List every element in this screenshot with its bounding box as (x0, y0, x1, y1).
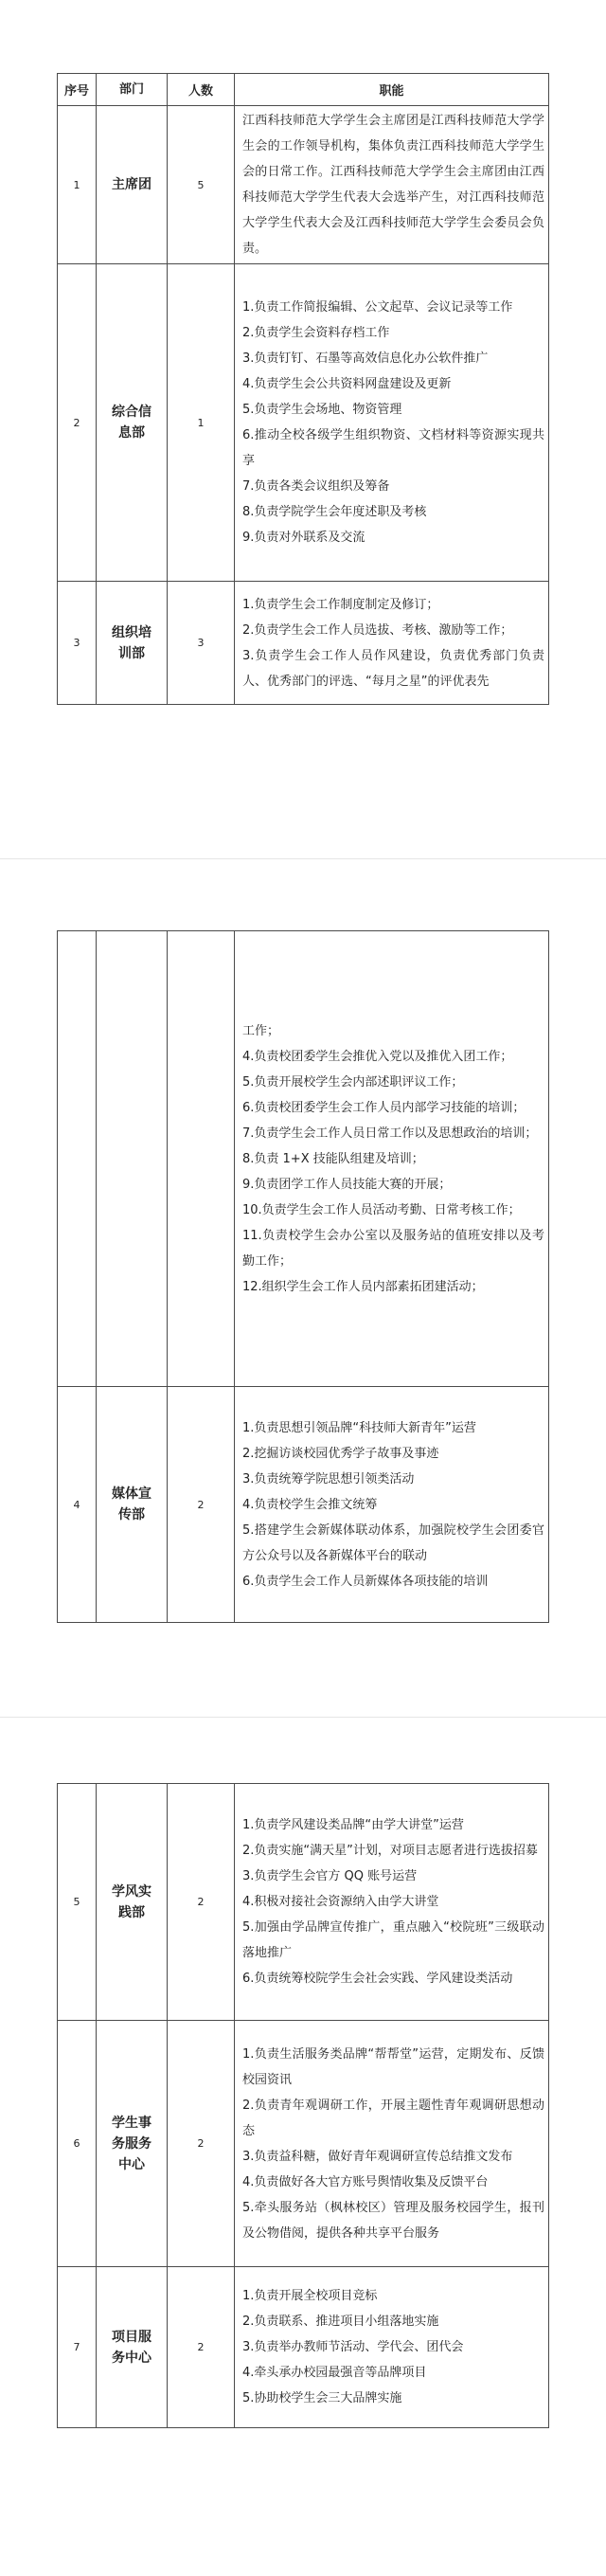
row-dept: 媒体宣传部 (97, 1387, 168, 1623)
duty-line: 3.负责举办教师节活动、学代会、团代会 (242, 2340, 464, 2354)
duty-line: 2.负责学生会资料存档工作 (242, 326, 390, 340)
duty-line: 2.负责实施“满天星”计划，对项目志愿者进行选拔招募 (242, 1844, 538, 1858)
row-duties (235, 931, 549, 1387)
row-no: 6 (58, 2021, 97, 2267)
row-dept: 学生事务服务中心 (97, 2021, 168, 2267)
duty-line: 6.推动全校各级学生组织物资、文档材料等资源实现共享 (242, 428, 544, 468)
duty-line: 4.负责校团委学生会推优入党以及推优入团工作； (242, 1049, 513, 1064)
row-count: 1 (168, 264, 235, 582)
duty-line: 1.负责开展全校项目竞标 (242, 2289, 378, 2303)
table-row (58, 931, 549, 1387)
row-no: 3 (58, 582, 97, 705)
row-dept: 主席团 (97, 106, 168, 264)
page-1 (0, 0, 606, 853)
row-dept: 项目服务中心 (97, 2267, 168, 2428)
duty-table-page-1 (57, 73, 549, 705)
duty-line: 9.负责团学工作人员技能大赛的开展； (242, 1177, 452, 1192)
duty-line: 3.负责益科糖，做好青年观调研宣传总结推文发布 (242, 2149, 513, 2164)
duty-line: 1.负责学风建设类品牌“由学大讲堂”运营 (242, 1818, 464, 1832)
duty-line: 12.组织学生会工作人员内部素拓团建活动； (242, 1279, 484, 1294)
table-row (58, 582, 549, 705)
duty-line: 6.负责统筹校院学生会社会实践、学风建设类活动 (242, 1972, 513, 1986)
duty-line: 11.负责校学生会办公室以及服务站的值班安排以及考勤工作； (242, 1228, 544, 1269)
duty-line: 10.负责学生会工作人员活动考勤、日常考核工作； (242, 1202, 521, 1217)
duty-line: 6.负责校团委学生会工作人员内部学习技能的培训； (242, 1100, 526, 1115)
row-count: 5 (168, 106, 235, 264)
duty-line: 5.加强由学品牌宣传推广，重点融入“校院班”三级联动落地推广 (242, 1920, 544, 1960)
duty-line: 7.负责学生会工作人员日常工作以及思想政治的培训； (242, 1126, 538, 1141)
duty-line: 8.负责学院学生会年度述职及考核 (242, 505, 427, 519)
row-count: 2 (168, 1387, 235, 1623)
duty-line: 2.负责联系、推进项目小组落地实施 (242, 2315, 439, 2329)
row-duties (235, 264, 549, 582)
row-count (168, 931, 235, 1387)
row-dept: 综合信息部 (97, 264, 168, 582)
table-row (58, 264, 549, 582)
duty-line: 4.负责学生会公共资料网盘建设及更新 (242, 377, 452, 391)
duty-table-page-2 (57, 930, 549, 1623)
row-count: 2 (168, 1784, 235, 2021)
row-duties (235, 106, 549, 264)
table-row (58, 106, 549, 264)
header-count: 人数 (168, 74, 235, 106)
row-no: 2 (58, 264, 97, 582)
duty-line: 1.负责工作简报编辑、公文起草、会议记录等工作 (242, 300, 513, 315)
row-no: 7 (58, 2267, 97, 2428)
duty-line: 5.牵头服务站（枫林校区）管理及服务校园学生，报刊及公物借阅，提供各种共享平台服务 (242, 2200, 544, 2241)
duty-line: 2.负责青年观调研工作，开展主题性青年观调研思想动态 (242, 2098, 544, 2138)
table-row (58, 1387, 549, 1623)
duty-line: 3.负责统筹学院思想引领类活动 (242, 1471, 415, 1486)
duty-line: 5.协助校学生会三大品牌实施 (242, 2391, 402, 2405)
header-duty: 职能 (235, 74, 549, 106)
duty-table-page-3 (57, 1783, 549, 2428)
duty-line: 5.搭建学生会新媒体联动体系，加强院校学生会团委官方公众号以及各新媒体平台的联动 (242, 1522, 544, 1563)
row-duties (235, 2021, 549, 2267)
row-no: 4 (58, 1387, 97, 1623)
duty-line: 工作； (242, 1023, 280, 1038)
duty-line: 4.负责做好各大官方账号舆情收集及反馈平台 (242, 2174, 489, 2189)
duty-line: 4.牵头承办校园最强音等品牌项目 (242, 2366, 427, 2380)
page-3 (0, 1718, 606, 2576)
duty-line: 6.负责学生会工作人员新媒体各项技能的培训 (242, 1574, 489, 1589)
duty-line: 4.负责校学生会推文统筹 (242, 1497, 378, 1512)
header-dept: 部门 (97, 74, 168, 106)
duty-line: 5.负责学生会场地、物资管理 (242, 403, 402, 417)
duty-line: 2.负责学生会工作人员选拔、考核、激励等工作； (242, 622, 513, 638)
page-2 (0, 859, 606, 1712)
duty-line: 3.负责学生会工作人员作风建设，负责优秀部门负责人、优秀部门的评选、“每月之星”的评优表先 (242, 648, 544, 689)
row-duties (235, 582, 549, 705)
row-duties (235, 1784, 549, 2021)
table-row (58, 2267, 549, 2428)
header-no: 序号 (58, 74, 97, 106)
row-no: 5 (58, 1784, 97, 2021)
row-no (58, 931, 97, 1387)
duty-line: 7.负责各类会议组织及筹备 (242, 479, 390, 494)
row-dept (97, 931, 168, 1387)
row-dept: 组织培训部 (97, 582, 168, 705)
duty-line: 1.负责生活服务类品牌“帮帮堂”运营，定期发布、反馈校园资讯 (242, 2046, 544, 2087)
duty-line: 3.负责钉钉、石墨等高效信息化办公软件推广 (242, 351, 489, 366)
row-count: 2 (168, 2267, 235, 2428)
table-row (58, 1784, 549, 2021)
duty-line: 1.负责学生会工作制度制定及修订； (242, 597, 439, 612)
duty-line: 9.负责对外联系及交流 (242, 531, 365, 545)
duty-line: 4.积极对接社会资源纳入由学大讲堂 (242, 1895, 439, 1909)
duty-line: 1.负责思想引领品牌“科技师大新青年”运营 (242, 1420, 476, 1435)
row-count: 2 (168, 2021, 235, 2267)
duty-line: 8.负责 1+X 技能队组建及培训； (242, 1151, 424, 1166)
row-count: 3 (168, 582, 235, 705)
duty-line: 2.挖掘访谈校园优秀学子故事及事迹 (242, 1446, 439, 1461)
table-header-row (58, 74, 549, 106)
table-row (58, 2021, 549, 2267)
row-dept: 学风实践部 (97, 1784, 168, 2021)
duty-line: 3.负责学生会官方 QQ 账号运营 (242, 1869, 418, 1883)
row-duties (235, 1387, 549, 1623)
row-no: 1 (58, 106, 97, 264)
duty-line: 江西科技师范大学学生会主席团是江西科技师范大学学生会的工作领导机构，集体负责江西科技师范大学学生会的日常工作。江西科技师范大学学生会主席团由江西科技师范大学学生代表大会选举产生，对江西科技师范大学学生代表大会及江西科技师范大学学生会委员会负责。 (242, 114, 544, 256)
row-duties (235, 2267, 549, 2428)
duty-line: 5.负责开展校学生会内部述职评议工作； (242, 1074, 464, 1090)
